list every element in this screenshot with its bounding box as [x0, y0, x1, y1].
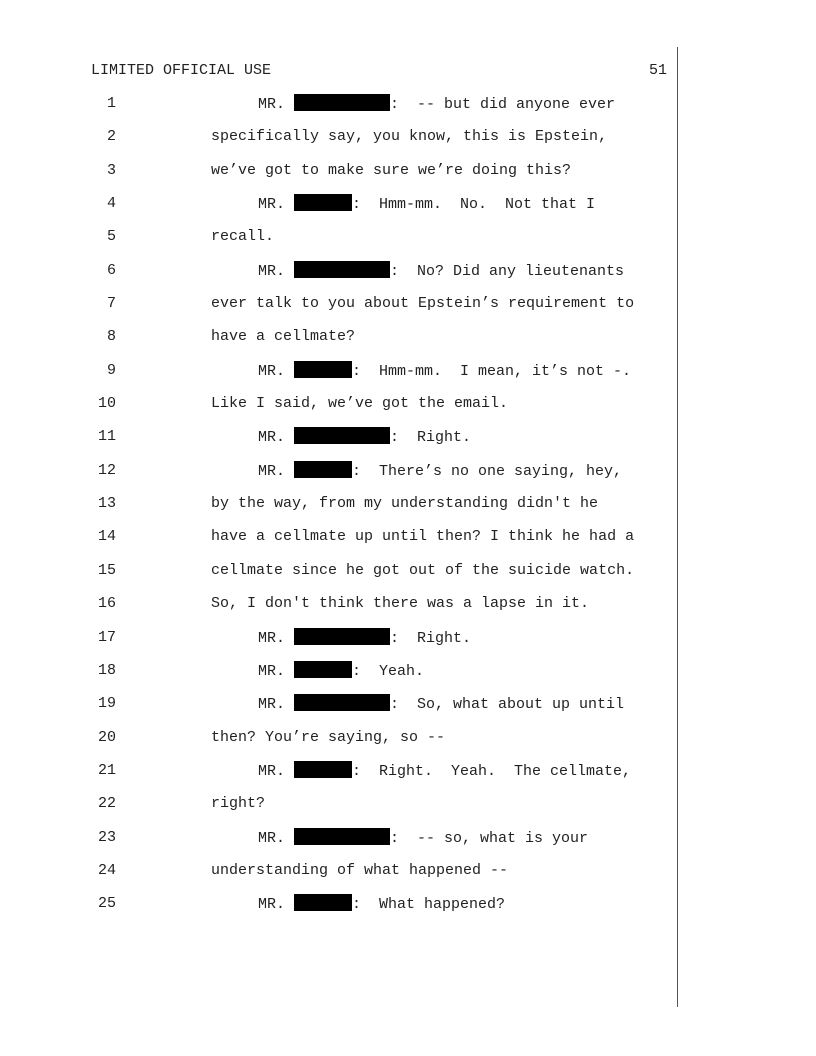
line-number: 21 — [97, 761, 116, 779]
line-text — [258, 628, 471, 649]
line-number: 11 — [97, 428, 116, 446]
line-text — [211, 527, 634, 547]
spoken-text: So, I don't think there was a lapse in it. — [211, 595, 590, 613]
spoken-text: : There’s no one saying, hey, — [352, 462, 623, 480]
speaker-label: MR. — [258, 96, 295, 113]
transcript-line — [0, 361, 676, 394]
redaction-box — [294, 461, 352, 478]
spoken-text: Like I said, we’ve got the email. — [211, 395, 509, 413]
line-number: 2 — [106, 128, 116, 146]
transcript-line — [0, 861, 676, 894]
redaction-box — [294, 261, 390, 278]
redaction-box — [294, 761, 352, 778]
spoken-text: : Right. — [390, 429, 472, 447]
transcript-line — [0, 561, 676, 594]
speaker-label: MR. — [258, 662, 295, 680]
line-number: 18 — [97, 661, 116, 679]
transcript-line — [0, 694, 676, 727]
line-text — [258, 694, 624, 715]
line-number: 4 — [106, 195, 116, 213]
redaction-box — [294, 361, 352, 378]
spoken-text: recall. — [211, 228, 275, 246]
line-text — [211, 161, 571, 181]
spoken-text: : Right. Yeah. The cellmate, — [352, 762, 632, 780]
line-number: 20 — [97, 728, 116, 746]
transcript-line — [0, 294, 676, 327]
line-number: 22 — [97, 795, 116, 813]
line-text — [211, 294, 634, 314]
line-text — [258, 894, 505, 915]
transcript-line — [0, 127, 676, 160]
line-text — [258, 828, 588, 849]
transcript-line — [0, 728, 676, 761]
line-number: 23 — [97, 828, 116, 846]
spoken-text: then? You’re saying, so -- — [211, 728, 446, 746]
transcript-line — [0, 594, 676, 627]
transcript-line — [0, 628, 676, 661]
spoken-text: : No? Did any lieutenants — [390, 262, 625, 280]
transcript-line — [0, 161, 676, 194]
line-text — [211, 394, 508, 414]
line-text — [211, 327, 355, 347]
redaction-box — [294, 661, 352, 678]
transcript-line — [0, 527, 676, 560]
redaction-box — [294, 194, 352, 211]
line-number: 3 — [106, 161, 116, 179]
line-number: 7 — [106, 295, 116, 313]
line-text — [211, 561, 634, 581]
line-number: 17 — [97, 628, 116, 646]
spoken-text: : What happened? — [352, 896, 506, 914]
line-number: 25 — [97, 895, 116, 913]
transcript-line — [0, 194, 676, 227]
transcript-line — [0, 327, 676, 360]
line-number: 14 — [97, 528, 116, 546]
line-number: 13 — [97, 495, 116, 513]
transcript-line — [0, 427, 676, 460]
line-text — [211, 794, 265, 814]
line-number: 12 — [97, 461, 116, 479]
spoken-text: ever talk to you about Epstein’s requirement to — [211, 295, 635, 313]
line-number: 9 — [106, 361, 116, 379]
spoken-text: by the way, from my understanding didn't he — [211, 495, 599, 513]
transcript-lines — [0, 94, 676, 928]
transcript-line — [0, 461, 676, 494]
transcript-line — [0, 261, 676, 294]
speaker-label: MR. — [258, 262, 295, 280]
line-number: 19 — [97, 695, 116, 713]
speaker-label: MR. — [258, 362, 295, 380]
spoken-text: cellmate since he got out of the suicide watch. — [211, 561, 635, 579]
line-number: 10 — [97, 395, 116, 413]
spoken-text: have a cellmate? — [211, 328, 356, 346]
line-text — [258, 361, 631, 382]
line-number: 16 — [97, 595, 116, 613]
spoken-text: : Right. — [390, 629, 472, 647]
transcript-line — [0, 761, 676, 794]
transcript-line — [0, 661, 676, 694]
spoken-text: : -- so, what is your — [390, 829, 589, 847]
redaction-box — [294, 694, 390, 711]
line-text — [258, 427, 471, 448]
line-text — [211, 594, 589, 614]
line-text — [258, 194, 595, 215]
speaker-label: MR. — [258, 896, 295, 914]
line-number: 8 — [106, 328, 116, 346]
spoken-text: right? — [211, 795, 266, 813]
line-text — [258, 661, 424, 682]
speaker-label: MR. — [258, 629, 295, 647]
spoken-text: have a cellmate up until then? I think he had a — [211, 528, 635, 546]
transcript-line — [0, 394, 676, 427]
redaction-box — [294, 828, 390, 845]
line-text — [258, 761, 631, 782]
transcript-line — [0, 94, 676, 127]
speaker-label: MR. — [258, 429, 295, 447]
line-text — [211, 127, 607, 147]
transcript-line — [0, 894, 676, 927]
spoken-text: : So, what about up until — [390, 696, 625, 714]
transcript-line — [0, 494, 676, 527]
speaker-label: MR. — [258, 696, 295, 714]
redaction-box — [294, 628, 390, 645]
line-text — [211, 728, 445, 748]
line-number: 15 — [97, 561, 116, 579]
line-text — [211, 494, 598, 514]
redaction-box — [294, 427, 390, 444]
spoken-text: specifically say, you know, this is Epstein, — [211, 128, 608, 146]
page-number: 51 — [648, 62, 667, 79]
transcript-line — [0, 794, 676, 827]
spoken-text: : Hmm-mm. No. Not that I — [352, 196, 596, 214]
line-text — [211, 227, 274, 247]
spoken-text: we’ve got to make sure we’re doing this? — [211, 161, 572, 179]
line-text — [258, 461, 622, 482]
line-number: 5 — [106, 228, 116, 246]
classification-header: LIMITED OFFICIAL USE — [91, 62, 272, 79]
spoken-text: understanding of what happened -- — [211, 861, 509, 879]
speaker-label: MR. — [258, 462, 295, 480]
right-margin-rule — [677, 47, 678, 1007]
line-text — [211, 861, 508, 881]
line-number: 6 — [106, 261, 116, 279]
redaction-box — [294, 894, 352, 911]
line-text — [258, 261, 624, 282]
transcript-line — [0, 828, 676, 861]
spoken-text: : -- but did anyone ever — [390, 96, 616, 113]
redaction-box — [294, 94, 390, 111]
speaker-label: MR. — [258, 196, 295, 214]
line-number: 24 — [97, 861, 116, 879]
transcript-line — [0, 227, 676, 260]
line-text — [258, 94, 615, 115]
speaker-label: MR. — [258, 762, 295, 780]
spoken-text: : Yeah. — [352, 662, 425, 680]
spoken-text: : Hmm-mm. I mean, it’s not -. — [352, 362, 632, 380]
line-number: 1 — [106, 95, 116, 112]
speaker-label: MR. — [258, 829, 295, 847]
